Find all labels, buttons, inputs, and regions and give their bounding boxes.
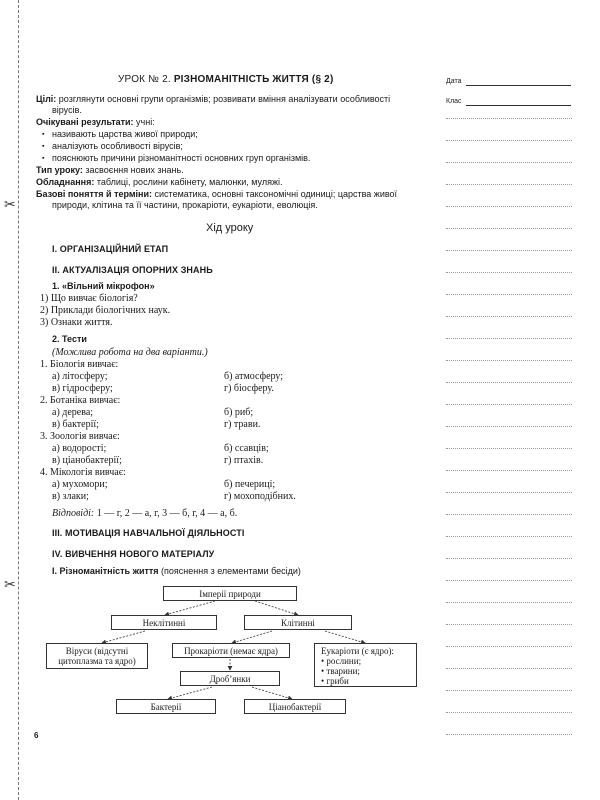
stage-heading: І. ОРГАНІЗАЦІЙНИЙ ЕТАП <box>52 244 169 254</box>
answers-text: 1 — г, 2 — а, г, 3 — б, г, 4 — а, б. <box>94 508 238 519</box>
test-option: в) бактерії; <box>52 419 99 430</box>
diagram-bacteria-node: Бактерії <box>116 699 216 714</box>
page-number: 6 <box>34 731 39 740</box>
scissors-icon: ✂ <box>4 197 16 213</box>
result-item: ▪ називають царства живої природи; <box>42 129 198 140</box>
answers-label: Відповіді: <box>52 508 95 519</box>
scissors-icon: ✂ <box>4 577 16 593</box>
result-item: ▪ аналізують особливості вірусів; <box>42 141 183 152</box>
test-option: а) дерева; <box>52 407 94 418</box>
test-question: 1. Біологія вивчає: <box>40 359 119 370</box>
test-question: 2. Ботаніка вивчає: <box>40 395 121 406</box>
arrow-drobyanky-bacteria <box>168 687 212 699</box>
mic-item: 3) Ознаки життя. <box>40 317 113 328</box>
stage-heading: IV. ВИВЧЕННЯ НОВОГО МАТЕРІАЛУ <box>52 549 215 559</box>
test-option: г) мохоподібних. <box>224 491 296 502</box>
diagram-noncell-node: Неклітинні <box>111 615 217 630</box>
lesson-type-text: засвоєння нових знань. <box>82 165 184 175</box>
eukaryote-item: • тварини; <box>321 666 360 676</box>
diagram-cell-node: Клітинні <box>244 615 352 630</box>
test-question: 3. Зоологія вивчає: <box>40 431 120 442</box>
test-option: б) печериці; <box>224 479 276 490</box>
test-option: в) гідросферу; <box>52 383 113 394</box>
terms-text: систематика, основні таксономічні одиниці; царства живої <box>152 189 398 199</box>
eukaryote-item: • рослини; <box>321 656 362 666</box>
eukaryote-item: • гриби <box>321 676 349 686</box>
test-option: а) водорості; <box>52 443 107 454</box>
viruses-line: Віруси (відсутні <box>65 646 129 656</box>
eukaryotes-title: Еукаріоти (є ядро): <box>321 646 394 656</box>
test-option: б) риб; <box>224 407 254 418</box>
arrow-noncell-viruses <box>102 631 145 643</box>
arrow-cell-eukaryotes <box>325 631 365 643</box>
lesson-number: УРОК № 2. <box>118 74 174 85</box>
arrow-drobyanky-cyanobacteria <box>252 687 292 699</box>
goals-text: розглянути основні групи організмів; розвивати вміння аналізувати особливості <box>56 94 391 104</box>
terms-text-cont: природи, клітина та її частини, прокаріоти, еукаріоти, еволюція. <box>52 200 318 210</box>
viruses-line: цитоплазма та ядро) <box>58 656 136 666</box>
mic-item: 2) Приклади біологічних наук. <box>40 305 171 316</box>
diagram-drobyanky-node: Дроб’янки <box>180 671 280 686</box>
arrow-cell-prokaryotes <box>232 631 272 643</box>
section-tail: (пояснення з елементами бесіди) <box>158 566 301 576</box>
lesson-topic: РІЗНОМАНІТНІСТЬ ЖИТТЯ (§ 2) <box>173 74 334 85</box>
test-option: г) біосферу. <box>224 383 274 394</box>
class-label: Клас <box>446 98 462 105</box>
tests-note: (Можлива робота на два варіанти.) <box>52 347 208 358</box>
test-option: г) птахів. <box>224 455 264 466</box>
diagram-cyanobacteria-node: Ціанобактерії <box>244 699 346 714</box>
equipment-text: таблиці, рослини кабінету, малюнки, муляжі. <box>94 177 283 187</box>
equipment-label: Обладнання: <box>36 177 95 187</box>
arrow-root-cell <box>255 601 298 615</box>
results-label: Очікувані результати: <box>36 117 134 127</box>
test-option: б) ссавців; <box>224 443 269 454</box>
test-option: а) мухомори; <box>52 479 108 490</box>
lesson-type-label: Тип уроку: <box>36 165 83 175</box>
stage-heading: ІІ. АКТУАЛІЗАЦІЯ ОПОРНИХ ЗНАНЬ <box>52 265 213 275</box>
result-item: ▪ пояснюють причини різноманітності основних груп організмів. <box>42 153 310 164</box>
results-tail: учні: <box>133 117 155 127</box>
test-option: в) ціанобактерії; <box>52 455 122 466</box>
goals-text-cont: вірусів. <box>52 105 82 115</box>
diagram-prokaryotes-node: Прокаріоти (немає ядра) <box>172 643 290 658</box>
mic-item: 1) Що вивчає біологія? <box>40 293 138 304</box>
test-option: а) літосферу; <box>52 371 108 382</box>
arrow-root-noncell <box>165 601 215 615</box>
date-label: Дата <box>446 78 462 85</box>
test-option: б) атмосферу; <box>224 371 284 382</box>
mic-label: 1. «Вільний мікрофон» <box>52 281 155 291</box>
terms-label: Базові поняття й терміни: <box>36 189 153 199</box>
test-question: 4. Мікологія вивчає: <box>40 467 126 478</box>
diagram-eukaryotes-node <box>314 643 417 687</box>
test-option: г) трави. <box>224 419 261 430</box>
test-option: в) злаки; <box>52 491 89 502</box>
goals-label: Цілі: <box>36 94 57 104</box>
stage-heading: ІІІ. МОТИВАЦІЯ НАВЧАЛЬНОЇ ДІЯЛЬНОСТІ <box>52 528 245 538</box>
tests-label: 2. Тести <box>52 334 87 344</box>
diagram-root-node: Імперії природи <box>163 586 297 601</box>
section-label: І. Різноманітність життя <box>52 566 159 576</box>
diagram-viruses-node <box>46 643 148 669</box>
course-heading: Хід уроку <box>206 222 254 234</box>
